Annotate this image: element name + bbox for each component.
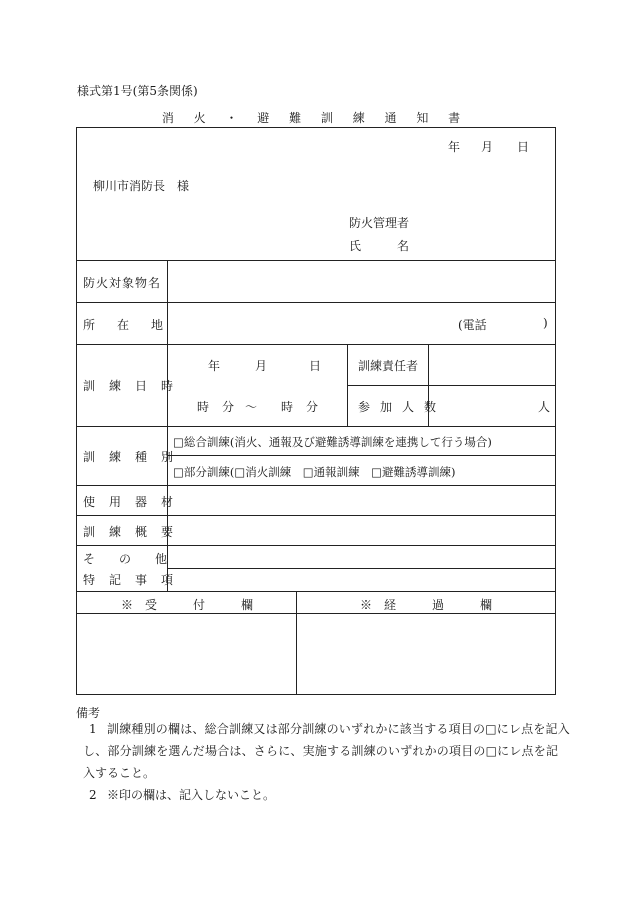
rule <box>77 485 555 486</box>
progress-header: ※ 経 過 欄 <box>360 598 493 612</box>
rule <box>77 545 555 546</box>
start-hour: 時 <box>197 400 210 414</box>
participants-unit: 人 <box>538 400 551 414</box>
phone-label: (電話 <box>458 318 487 332</box>
rule <box>167 568 555 569</box>
rule <box>77 515 555 516</box>
participants-label: 参 加 人 数 <box>358 400 436 414</box>
location-label-char: 地 <box>150 318 163 332</box>
special-notes-label: 特 記 事 項 <box>83 573 175 587</box>
note-1-line-2: し、部分訓練を選んだ場合は、さらに、実施する訓練のいずれかの項目の□にレ点を記 <box>83 744 559 758</box>
rule <box>347 344 348 426</box>
note-1-line-1: 訓練種別の欄は、総合訓練又は部分訓練のいずれかに該当する項目の□にレ点を記入 <box>107 722 570 736</box>
other-label: そ の 他 <box>83 552 168 566</box>
rule <box>167 455 555 456</box>
form-table <box>76 127 556 695</box>
note-1-number: 1 <box>89 722 97 736</box>
training-year: 年 <box>208 359 221 373</box>
start-minute: 分 <box>222 400 235 414</box>
name-label-2: 名 <box>397 239 410 253</box>
training-day: 日 <box>309 359 322 373</box>
form-id: 様式第1号(第5条関係) <box>77 84 198 98</box>
rule <box>77 260 555 261</box>
end-minute: 分 <box>306 400 319 414</box>
note-2-number: 2 <box>89 788 97 802</box>
date-month: 月 <box>481 140 494 154</box>
training-month: 月 <box>255 359 268 373</box>
range-tilde: 〜 <box>245 400 258 414</box>
rule <box>77 302 555 303</box>
datetime-label: 訓 練 日 時 <box>83 379 175 393</box>
phone-close: ) <box>543 316 548 330</box>
addressee: 柳川市消防長 様 <box>93 179 190 193</box>
manager-label: 防火管理者 <box>349 216 410 230</box>
rule <box>77 426 555 427</box>
end-hour: 時 <box>281 400 294 414</box>
type-option-general[interactable]: □総合訓練(消火、通報及び避難誘導訓練を連携して行う場合) <box>173 435 492 449</box>
rule <box>296 591 297 695</box>
equipment-label: 使 用 器 材 <box>83 495 175 509</box>
date-day: 日 <box>517 140 530 154</box>
location-label-char: 所 <box>83 318 96 332</box>
note-2-text: ※印の欄は、記入しないこと。 <box>107 788 276 802</box>
rule <box>77 613 555 614</box>
rule <box>77 591 555 592</box>
training-type-label: 訓 練 種 別 <box>83 450 175 464</box>
responsible-label: 訓練責任者 <box>358 359 419 373</box>
rule <box>347 385 555 386</box>
rule <box>77 344 555 345</box>
name-label-1: 氏 <box>349 239 362 253</box>
location-label-char: 在 <box>116 318 129 332</box>
note-1-line-3: 入すること。 <box>83 766 156 780</box>
object-name-label: 防火対象物名 <box>83 276 162 290</box>
rule <box>167 260 168 591</box>
reception-header: ※ 受 付 欄 <box>121 598 254 612</box>
type-option-partial[interactable]: □部分訓練(□消火訓練 □通報訓練 □避難誘導訓練) <box>173 465 456 479</box>
notes-heading: 備考 <box>76 706 101 720</box>
date-year: 年 <box>448 140 461 154</box>
location-label <box>83 316 163 333</box>
document-title: 消 火 ・ 避 難 訓 練 通 知 書 <box>161 111 469 125</box>
summary-label: 訓 練 概 要 <box>83 525 175 539</box>
